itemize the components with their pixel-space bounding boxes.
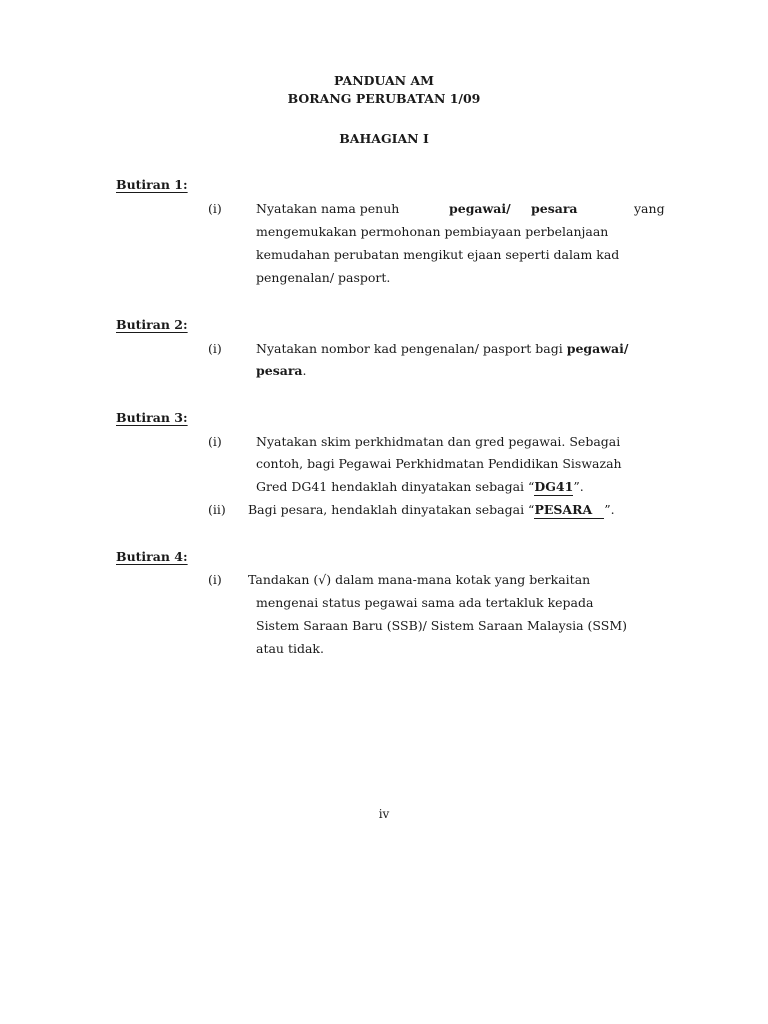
butiran-1-line2: mengemukakan permohonan pembiayaan perbelanjaan [256,224,609,239]
butiran-3-item-ii-text: Bagi pesara, hendaklah dinyatakan sebagai “ [248,502,535,517]
butiran-3-line3-end: ”. [573,479,584,494]
doc-title-line2: BORANG PERUBATAN 1/09 [287,91,481,106]
butiran-1-line3: kemudahan perubatan mengikut ejaan seperti dalam kad [256,247,620,262]
butiran-1-yang: yang [634,201,665,216]
butiran-4-label: Butiran 4: [116,549,188,564]
butiran-4-line1: Tandakan (√) dalam mana-mana kotak yang berkaitan [248,572,591,587]
butiran-2-line2 [256,363,307,378]
butiran-2-line1 [256,341,628,356]
butiran-1-pegawai: pegawai/ [449,201,511,216]
butiran-3-line1: Nyatakan skim perkhidmatan dan gred pegawai. Sebagai [256,434,621,449]
butiran-4-item-i-number: (i) [208,572,222,587]
butiran-3-line3 [256,479,584,494]
butiran-3-line3-text: Gred DG41 hendaklah dinyatakan sebagai “ [256,479,535,494]
butiran-3-item-ii-end: ”. [604,502,615,517]
butiran-4-line4: atau tidak. [256,641,324,656]
doc-title-line1: PANDUAN AM [334,73,434,88]
butiran-4-line2: mengenai status pegawai sama ada tertakluk kepada [256,595,594,610]
butiran-1-item-i-number: (i) [208,201,222,216]
butiran-2-pesara: pesara [256,363,303,378]
butiran-1-line4: pengenalan/ pasport. [256,270,391,285]
butiran-3-item-ii-number: (ii) [208,502,226,517]
butiran-3-label: Butiran 3: [116,410,188,425]
butiran-4-line3: Sistem Saraan Baru (SSB)/ Sistem Saraan Malaysia (SSM) [256,618,628,633]
butiran-1-line1-text: Nyatakan nama penuh [256,201,400,216]
page-number: iv [378,807,390,821]
butiran-2-line1-text: Nyatakan nombor kad pengenalan/ pasport bagi [256,341,567,356]
butiran-3-item-i-number: (i) [208,434,222,449]
butiran-1-label: Butiran 1: [116,177,188,192]
pesara-code: PESARA [534,502,604,519]
section-heading: BAHAGIAN I [339,131,429,146]
butiran-2-label: Butiran 2: [116,317,188,332]
butiran-3-line2: contoh, bagi Pegawai Perkhidmatan Pendidikan Siswazah [256,456,622,471]
butiran-1-pesara: pesara [531,201,578,216]
grade-code-dg41: DG41 [534,479,574,494]
butiran-3-item-ii-line [248,502,615,517]
butiran-2-period: . [302,363,307,378]
butiran-2-item-i-number: (i) [208,341,222,356]
butiran-2-pegawai: pegawai/ [566,341,629,356]
